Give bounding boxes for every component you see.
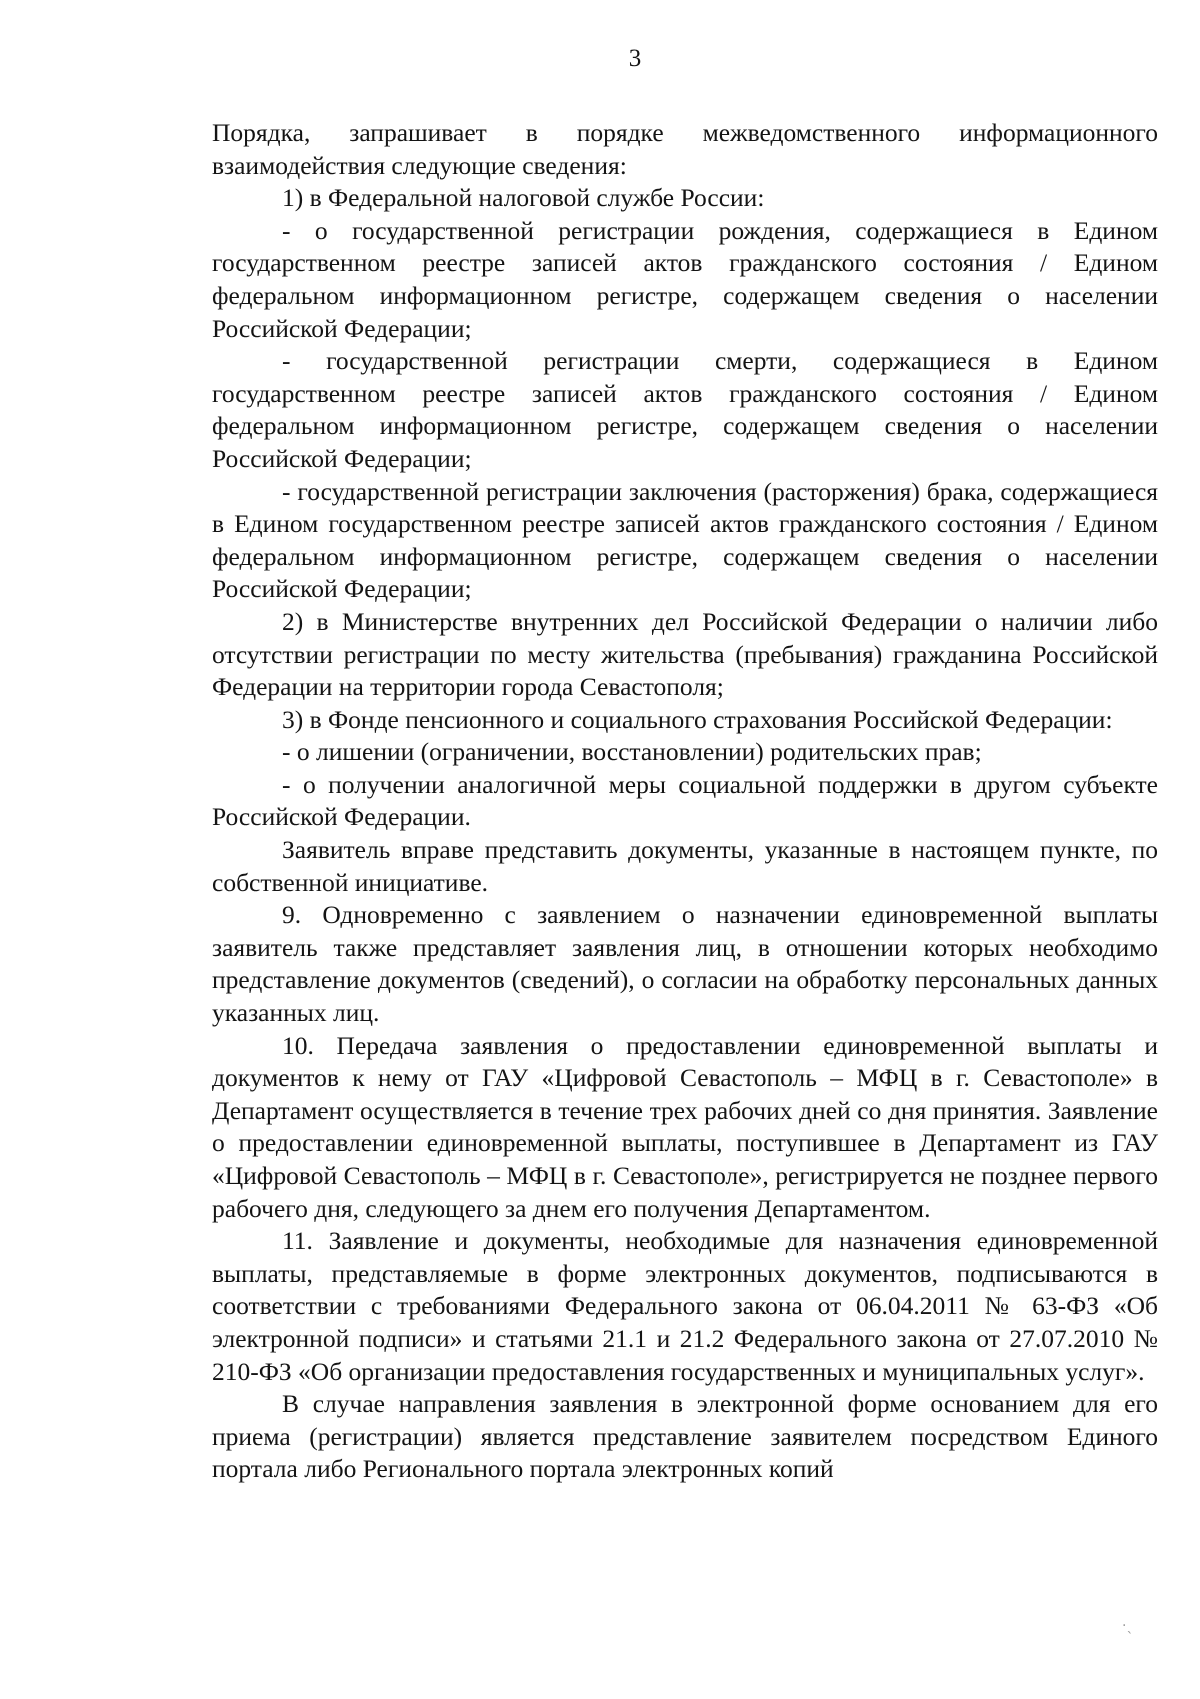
paragraph: - о получении аналогичной меры социальной поддержки в другом субъекте Российской Федерации. xyxy=(212,769,1158,832)
paragraph: 10. Передача заявления о предоставлении единовременной выплаты и документов к нему от ГАУ «Цифровой Севастополь – МФЦ в г. Севастополе» в Департамент осуществляется в течение трех рабочих дней со дня принятия. Заявление о предоставлении единовременной выплаты, поступившее в Департамент из ГАУ «Цифровой Севастополь – МФЦ в г. Севастополе», регистрируется не позднее первого рабочего дня, следующего за днем его получения Департаментом. xyxy=(212,1030,1158,1223)
paragraph: Заявитель вправе представить документы, указанные в настоящем пункте, по собственной инициативе. xyxy=(212,835,1158,897)
scan-speck: ·ˎ xyxy=(1122,1618,1134,1634)
paragraph: 1) в Федеральной налоговой службе России: xyxy=(282,183,765,213)
paragraph: - о государственной регистрации рождения, содержащиеся в Едином государственном реестре записей актов гражданского состояния / Едином федеральном информационном регистре, содержащем сведения о населении Российской Федерации; xyxy=(212,215,1158,343)
paragraph: В случае направления заявления в электронной форме основанием для его приема (регистрации) является представление заявителем посредством Единого портала либо Регионального портала электронных копий xyxy=(212,1389,1158,1484)
paragraph: - государственной регистрации заключения (расторжения) брака, содержащиеся в Едином государственном реестре записей актов гражданского состояния / Едином федеральном информационном регистре, содержащем сведения о населении Российской Федерации; xyxy=(212,476,1158,604)
paragraph: 11. Заявление и документы, необходимые для назначения единовременной выплаты, представляемые в форме электронных документов, подписываются в соответствии с требованиями Федерального закона от 06.04.2011 № 63-ФЗ «Об электронной подписи» и статьями 21.1 и 21.2 Федерального закона от 27.07.2010 № 210-ФЗ «Об организации предоставления государственных и муниципальных услуг». xyxy=(212,1226,1158,1386)
paragraph: - о лишении (ограничении, восстановлении) родительских прав; xyxy=(282,737,982,767)
paragraph: - государственной регистрации смерти, содержащиеся в Едином государственном реестре записей актов гражданского состояния / Едином федеральном информационном регистре, содержащем сведения о населении Российской Федерации; xyxy=(212,346,1158,473)
paragraph: 9. Одновременно с заявлением о назначении единовременной выплаты заявитель также представляет заявления лиц, в отношении которых необходимо представление документов (сведений), о согласии на обработку персональных данных указанных лиц. xyxy=(212,900,1158,1028)
document-body xyxy=(212,117,1158,1486)
paragraph: Порядка, запрашивает в порядке межведомственного информационного взаимодействия следующие сведения: xyxy=(212,118,1158,180)
paragraph: 2) в Министерстве внутренних дел Российской Федерации о наличии либо отсутствии регистрации по месту жительства (пребывания) гражданина Российской Федерации на территории города Севастополя; xyxy=(212,606,1158,702)
paragraph: 3) в Фонде пенсионного и социального страхования Российской Федерации: xyxy=(282,704,1113,734)
page-number: 3 xyxy=(628,45,642,72)
